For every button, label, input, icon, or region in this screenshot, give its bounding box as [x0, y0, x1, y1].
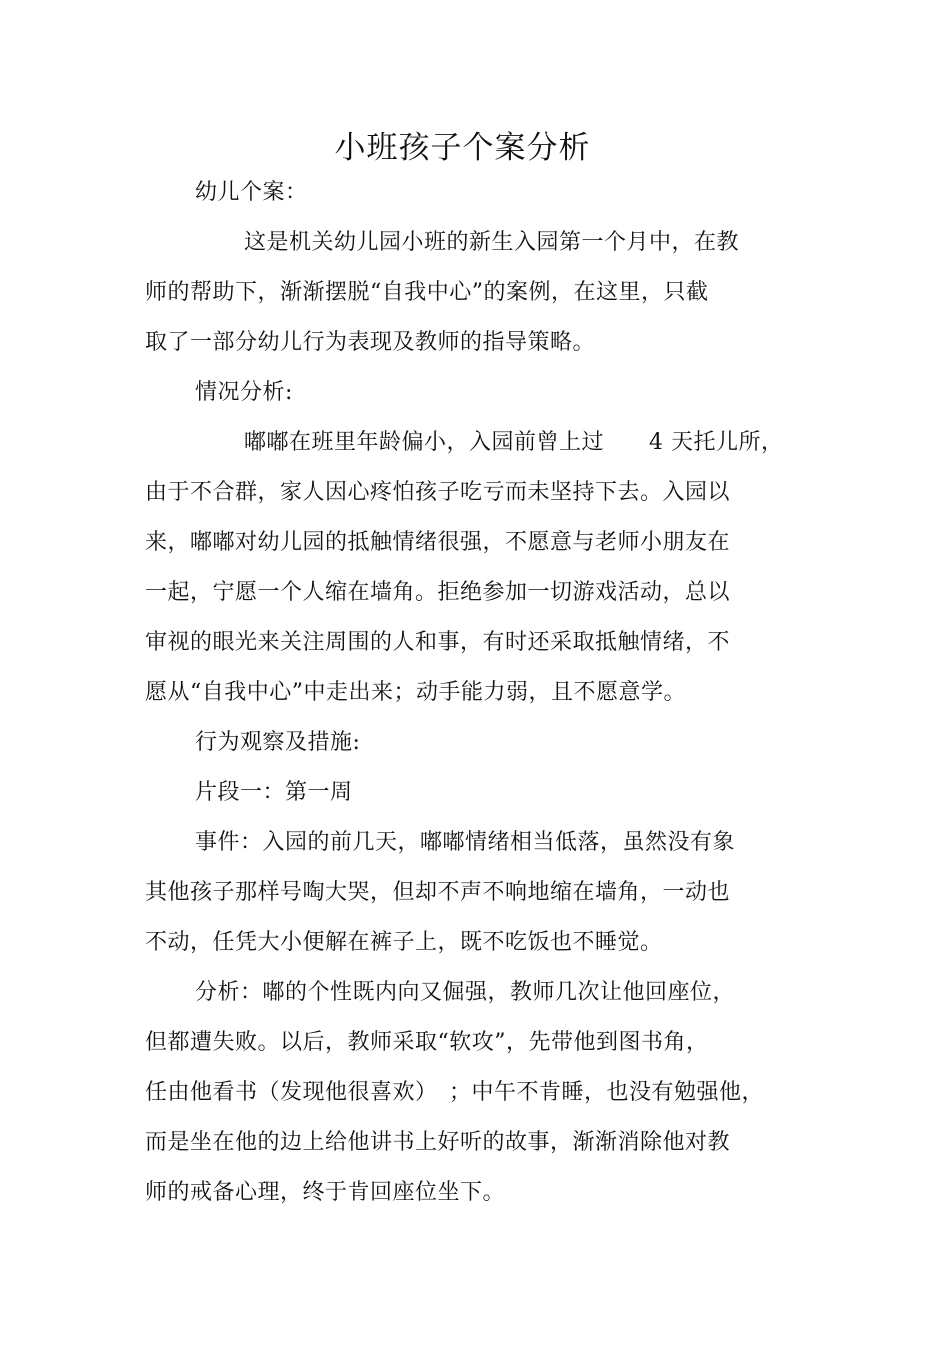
- paragraph-line: 嘟嘟在班里年龄偏小，入园前曾上过 4 天托儿所，: [244, 430, 784, 455]
- paragraph-line-analysis: 分析：嘟的个性既内向又倔强，教师几次让他回座位，: [195, 980, 736, 1005]
- paragraph-line: 一起，宁愿一个人缩在墙角。拒绝参加一切游戏活动，总以: [145, 580, 731, 605]
- paragraph-line: 师的帮助下，渐渐摆脱“自我中心”的案例，在这里，只截: [145, 280, 709, 305]
- paragraph-line: 但都遭失败。以后，教师采取“软攻”，先带他到图书角，: [145, 1030, 709, 1055]
- paragraph-line: 审视的眼光来关注周围的人和事，有时还采取抵触情绪，不: [145, 630, 731, 655]
- paragraph-line-event: 事件：入园的前几天，嘟嘟情绪相当低落，虽然没有象: [195, 830, 736, 855]
- paragraph-line: 师的戒备心理，终于肯回座位坐下。: [145, 1180, 506, 1205]
- paragraph-line: 愿从“自我中心”中走出来；动手能力弱，且不愿意学。: [145, 680, 686, 705]
- heading-observation: 行为观察及措施:: [195, 730, 361, 755]
- paragraph-line: 不动，任凭大小便解在裤子上，既不吃饭也不睡觉。: [145, 930, 663, 955]
- heading-segment: 片段一：第一周: [195, 780, 353, 805]
- heading-analysis: 情况分析:: [195, 380, 293, 405]
- paragraph-line: 其他孩子那样号啕大哭，但却不声不响地缩在墙角，一动也: [145, 880, 731, 905]
- paragraph-line: 取了一部分幼儿行为表现及教师的指导策略。: [145, 330, 596, 355]
- heading-case: 幼儿个案：: [195, 180, 308, 205]
- document-title: 小班孩子个案分析: [334, 130, 591, 166]
- paragraph-line: 由于不合群，家人因心疼怕孩子吃亏而未坚持下去。入园以: [145, 480, 731, 505]
- paragraph-line: 来，嘟嘟对幼儿园的抵触情绪很强，不愿意与老师小朋友在: [145, 530, 731, 555]
- paragraph-line: 任由他看书（发现他很喜欢） ；中午不肯睡，也没有勉强他，: [145, 1080, 765, 1105]
- paragraph-line: 这是机关幼儿园小班的新生入园第一个月中，在教: [244, 230, 740, 255]
- paragraph-line: 而是坐在他的边上给他讲书上好听的故事，渐渐消除他对教: [145, 1130, 731, 1155]
